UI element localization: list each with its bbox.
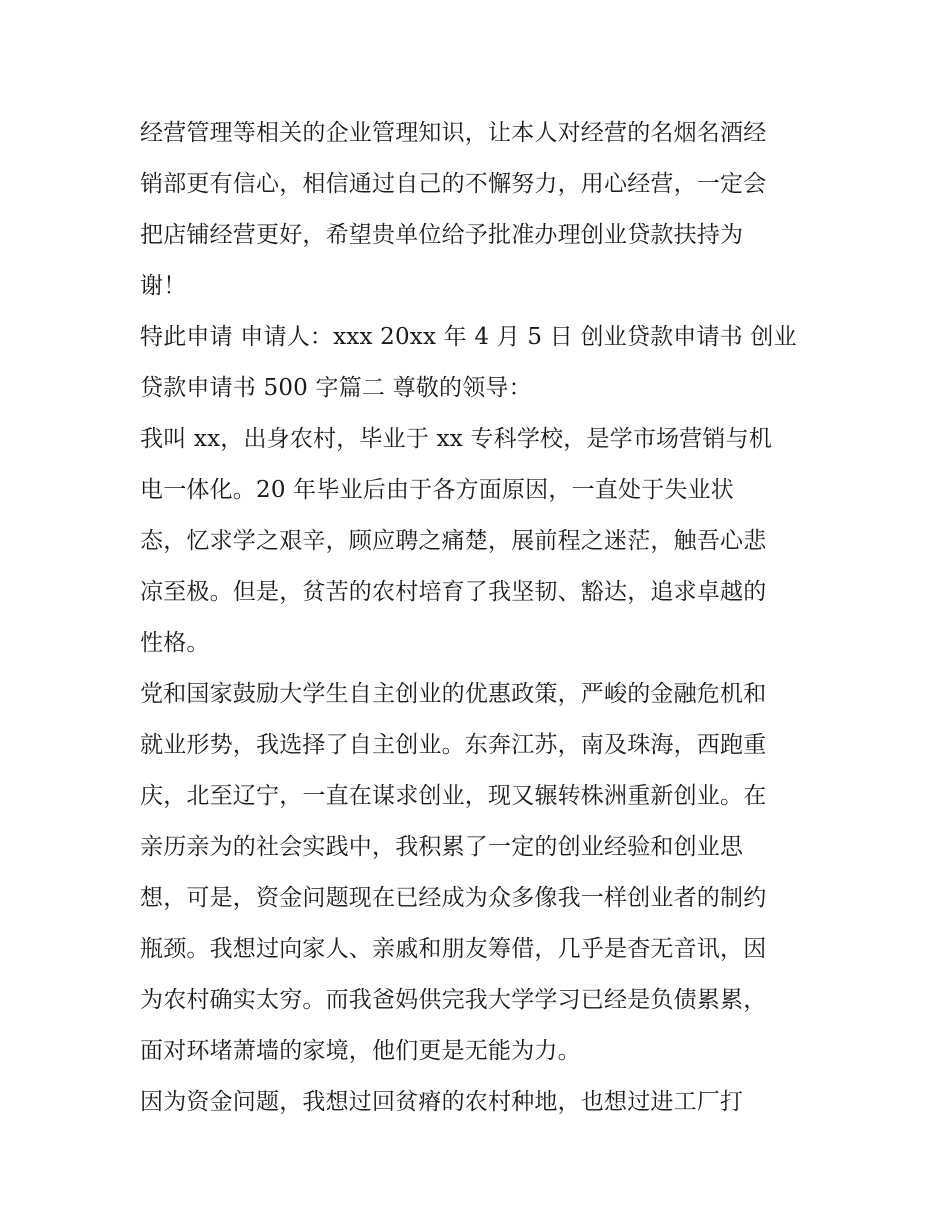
paragraph-business-knowledge (140, 108, 820, 312)
text-line: 因为资金问题，我想过回贫瘠的农村种地，也想过进工厂打 (140, 1089, 744, 1115)
text-line: 谢！ (140, 273, 187, 299)
paragraph-self-introduction (140, 414, 820, 669)
text-line: 贷款申请书 500 字篇二 尊敬的领导： (140, 375, 532, 401)
text-line: 特此申请 申请人：xxx 20xx 年 4 月 5 日 创业贷款申请书 创业 (140, 324, 797, 350)
text-line: 销部更有信心，相信通过自己的不懈努力，用心经营，一定会 (140, 171, 767, 197)
text-line: 就业形势，我选择了自主创业。东奔江苏，南及珠海，西跑重 (140, 732, 767, 758)
text-line: 性格。 (140, 630, 210, 656)
text-line: 经营管理等相关的企业管理知识，让本人对经营的名烟名酒经 (140, 120, 767, 146)
text-line: 为农村确实太穷。而我爸妈供完我大学学习已经是负债累累， (140, 987, 767, 1013)
paragraph-entrepreneurship (140, 669, 820, 1077)
text-line: 庆，北至辽宁，一直在谋求创业，现又辗转株洲重新创业。在 (140, 783, 767, 809)
text-line: 瓶颈。我想过向家人、亲戚和朋友筹借，几乎是杳无音讯，因 (140, 936, 767, 962)
text-line: 电一体化。20 年毕业后由于各方面原因，一直处于失业状 (140, 477, 734, 503)
text-line: 亲历亲为的社会实践中，我积累了一定的创业经验和创业思 (140, 834, 744, 860)
text-line: 面对环堵萧墙的家境，他们更是无能为力。 (140, 1038, 581, 1064)
text-line: 想，可是，资金问题现在已经成为众多像我一样创业者的制约 (140, 885, 767, 911)
text-line: 把店铺经营更好，希望贵单位给予批准办理创业贷款扶持为 (140, 222, 744, 248)
paragraph-signature-heading (140, 312, 820, 414)
text-line: 党和国家鼓励大学生自主创业的优惠政策，严峻的金融危机和 (140, 681, 767, 707)
document-body (140, 108, 820, 1128)
text-line: 我叫 xx，出身农村，毕业于 xx 专科学校，是学市场营销与机 (140, 426, 773, 452)
paragraph-funding-problem (140, 1077, 820, 1128)
text-line: 态，忆求学之艰辛，顾应聘之痛楚，展前程之迷茫，触吾心悲 (140, 528, 767, 554)
text-line: 凉至极。但是，贫苦的农村培育了我坚韧、豁达，追求卓越的 (140, 579, 767, 605)
